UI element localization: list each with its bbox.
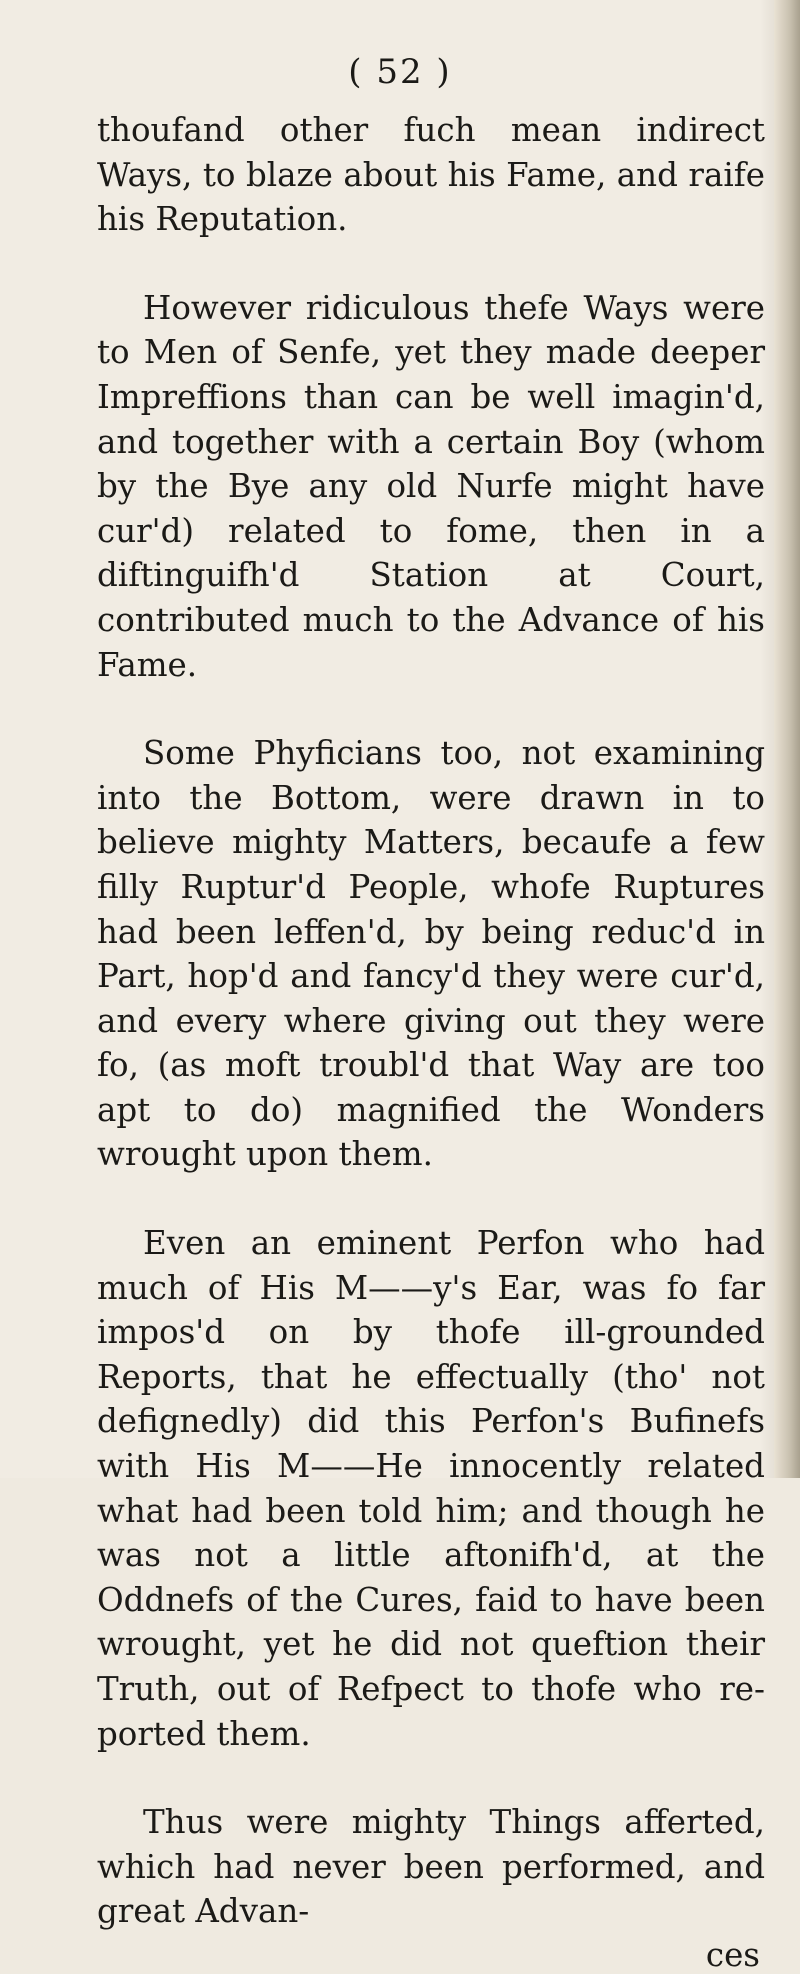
- paragraph-1: thoufand other fuch mean indirect Ways, to blaze about his Fame, and raife his Reputation.: [97, 111, 765, 239]
- paragraph-3: Some Phyficians too, not examining into the Bottom, were drawn in to believe mighty Matters, becaufe a few filly Ruptur'd People, whofe Ruptures had been leffen'd, by being reduc'd in Part, hop'd and fancy'd they were cur'd, and every where giving out they were fo, (as moft troubl'd that Way are too apt to do) magnified the Wonders wrought upon them.: [97, 734, 765, 1174]
- paragraph-5: Thus were mighty Things afferted, which had never been performed, and great Advan-: [97, 1803, 765, 1931]
- paragraph-2: However ridiculous thefe Ways were to Men of Senfe, yet they made deeper Impreffions than can be well imagin'd, and together with a certain Boy (whom by the Bye any old Nurfe might have cur'd) related to fome, then in a diftinguifh'd Station at Court, contributed much to the Advance of his Fame.: [97, 288, 765, 684]
- page-gutter-shadow: [774, 0, 800, 1478]
- paragraph-4: Even an eminent Perfon who had much of His M——y's Ear, was fo far impos'd on by thofe ill-grounded Reports, that he effectually (tho' not defignedly) did this Perfon's Bufinefs with His M——He innocently related what had been told him; and though he was not a little aftonifh'd, at the Oddnefs of the Cures, faid to have been wrought, yet he did not queftion their Truth, out of Refpect to thofe who reported them.: [97, 1224, 765, 1753]
- body-text: [97, 108, 765, 1934]
- page-number: ( 52 ): [348, 52, 452, 92]
- catchword: ces: [705, 1935, 760, 1974]
